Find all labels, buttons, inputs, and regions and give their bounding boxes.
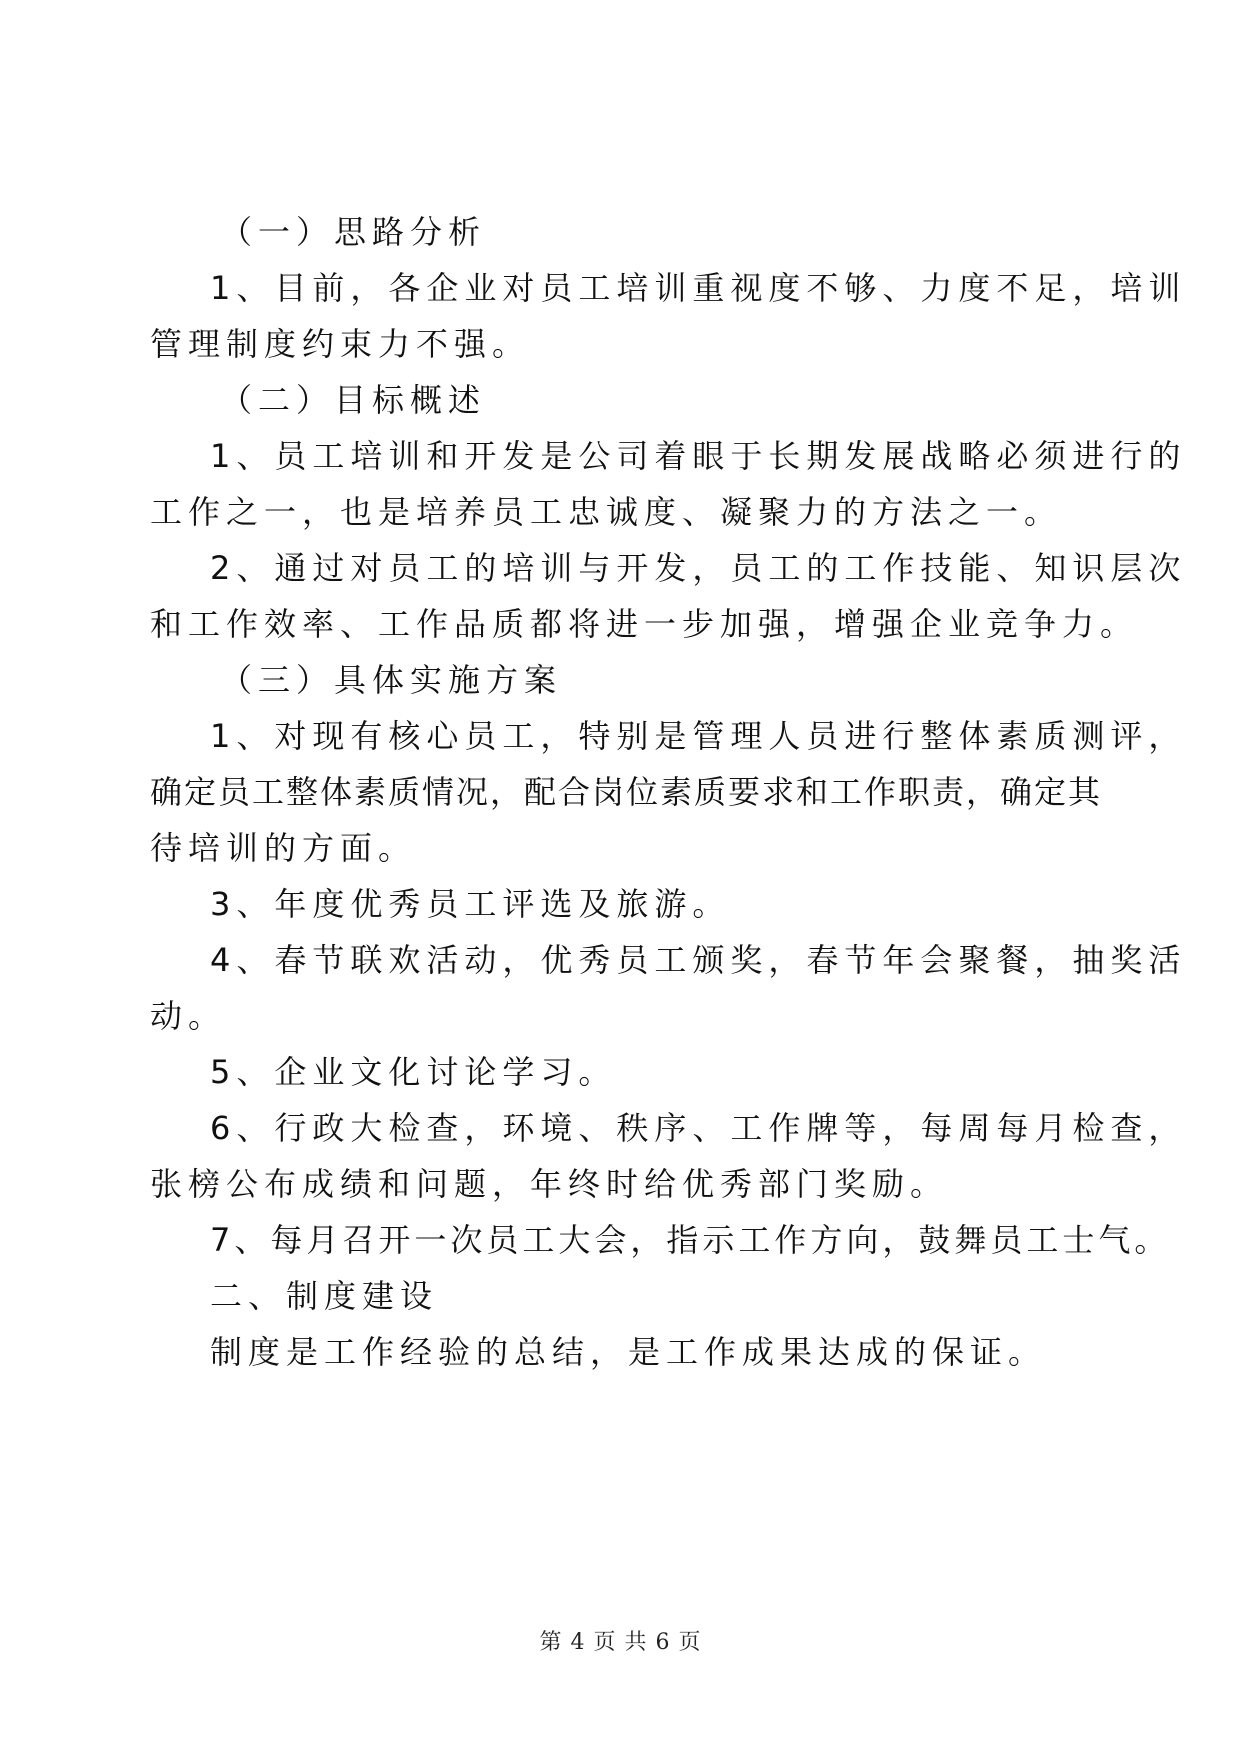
paragraph-line: 确定员工整体素质情况，配合岗位素质要求和工作职责，确定其: [150, 773, 1103, 811]
paragraph-line: 1、对现有核心员工，特别是管理人员进行整体素质测评，: [210, 717, 1187, 755]
paragraph-line: 1、员工培训和开发是公司着眼于长期发展战略必须进行的: [210, 437, 1187, 475]
section-heading-3: （三）具体实施方案: [220, 661, 563, 699]
paragraph-line: 工作之一，也是培养员工忠诚度、凝聚力的方法之一。: [150, 493, 1063, 531]
paragraph-line: 1、目前，各企业对员工培训重视度不够、力度不足，培训: [210, 269, 1187, 307]
paragraph-line: 待培训的方面。: [150, 829, 417, 867]
section-heading-2: （二）目标概述: [220, 381, 487, 419]
paragraph-line: 2、通过对员工的培训与开发，员工的工作技能、知识层次: [210, 549, 1187, 587]
paragraph-line: 6、行政大检查，环境、秩序、工作牌等，每周每月检查，: [210, 1109, 1187, 1147]
paragraph-line: 4、春节联欢活动，优秀员工颁奖，春节年会聚餐，抽奖活: [210, 941, 1187, 979]
paragraph-line: 张榜公布成绩和问题，年终时给优秀部门奖励。: [150, 1165, 949, 1203]
paragraph-line: 3、年度优秀员工评选及旅游。: [210, 885, 731, 923]
section-heading-1: （一）思路分析: [220, 213, 487, 251]
paragraph-line: 5、企业文化讨论学习。: [210, 1053, 617, 1091]
paragraph-line: 7、每月召开一次员工大会，指示工作方向，鼓舞员工士气。: [210, 1221, 1171, 1259]
page-number-footer: 第 4 页 共 6 页: [539, 1630, 702, 1655]
paragraph-line: 管理制度约束力不强。: [150, 325, 531, 363]
paragraph-line: 动。: [150, 997, 227, 1035]
paragraph-line: 制度是工作经验的总结，是工作成果达成的保证。: [210, 1333, 1047, 1371]
paragraph-line: 和工作效率、工作品质都将进一步加强，增强企业竞争力。: [150, 605, 1139, 643]
section-heading-4: 二、制度建设: [210, 1277, 439, 1315]
